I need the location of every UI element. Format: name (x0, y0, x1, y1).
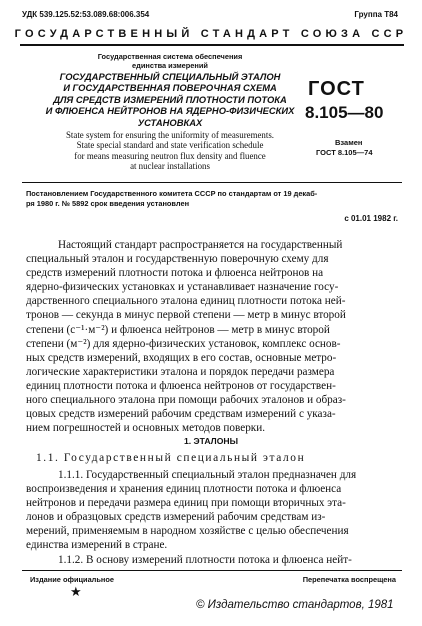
decree-line-1: Постановлением Государственного комитета СССР по стандартам от 19 декаб- (26, 189, 318, 198)
system-line-1: Государственная система обеспечения (97, 52, 243, 61)
gost-number: 8.105—80 (305, 103, 384, 122)
decree-line-2: ря 1980 г. № 5892 срок введения установлен (26, 198, 190, 208)
intro-line: логические характеристики эталона и порядок передачи размера (26, 365, 335, 378)
document-title (24, 71, 316, 128)
intro-paragraph (26, 238, 404, 435)
title-line: ГОСУДАРСТВЕННЫЙ СПЕЦИАЛЬНЫЙ ЭТАЛОН (59, 71, 281, 82)
intro-line: специальный эталон и государственную поверочную схему для (26, 253, 329, 266)
intro-line: степени (м⁻²) для ядерно-физических установок, комплекс основ- (26, 337, 341, 350)
english-line: State special standard and state verification schedule (76, 140, 264, 151)
p111-line: мерений, применяемым в народном хозяйстве с целью обеспечения (26, 525, 349, 538)
star-icon: ★ (70, 584, 82, 599)
footer-rule (22, 570, 402, 571)
replaced-label: Взамен (335, 138, 363, 147)
title-line: И ФЛЮЕНСА НЕЙТРОНОВ НА ЯДЕРНО-ФИЗИЧЕСКИХ (45, 105, 295, 117)
p111-line: 1.1.1. Государственный специальный эталон предназначен для (58, 469, 357, 481)
intro-line: степени (с⁻¹·м⁻²) и флюенса нейтронов — метр в минус второй (26, 323, 330, 336)
udk-code: УДК 539.125.52:53.089.68:006.354 (22, 10, 150, 19)
intro-line: ядерно-физических установках и устанавливает назначение госу- (26, 281, 339, 294)
intro-line: тронов — секунда в минус первой степени — метр в минус второй (26, 309, 346, 322)
intro-line: Настоящий стандарт распространяется на государственный (58, 239, 343, 251)
paragraph-1-1-1 (26, 468, 404, 553)
english-line: at nuclear installations (130, 161, 210, 172)
header-rule (20, 44, 404, 46)
paragraph-1-1-2 (26, 553, 404, 567)
system-name (30, 52, 310, 70)
intro-line: средств измерений плотности потока и флюенса нейтронов на (26, 267, 324, 280)
intro-line: единиц плотности потока и флюенса нейтронов от государствен- (26, 379, 336, 392)
english-line: for means measuring neutron flux density and fluence (74, 150, 266, 161)
gost-label: ГОСТ (308, 78, 365, 100)
p111-line: воспроизведения и хранения единиц плотности потока и флюенса (26, 483, 342, 496)
p111-line: лонов и образцовых средств измерений рабочим средствам из- (26, 511, 326, 524)
intro-line: нием погрешностей и основных методов поверки. (26, 422, 266, 435)
p111-line: нейтронов и передачи размера единиц при помощи вторичных эта- (26, 497, 346, 510)
intro-line: цовых средств измерений рабочим средствам измерений с указа- (26, 408, 336, 421)
copyright: © Издательство стандартов, 1981 (196, 599, 394, 611)
intro-line: ного специального эталона при помощи рабочих эталонов и образ- (26, 394, 346, 407)
reprint-notice: Перепечатка воспрещена (302, 575, 396, 584)
english-line: State system for ensuring the uniformity of measurements. (65, 130, 275, 140)
title-line: ДЛЯ СРЕДСТВ ИЗМЕРЕНИЙ ПЛОТНОСТИ ПОТОКА (53, 93, 287, 105)
intro-line: дарственного специального эталона единиц плотности потока ней- (26, 295, 346, 308)
title-line: УСТАНОВКАХ (137, 116, 203, 128)
group-code: Группа Т84 (354, 10, 398, 19)
system-line-2: единства измерений (132, 61, 208, 70)
subsection-heading: 1.1. Государственный специальный эталон (36, 452, 306, 464)
effective-date: с 01.01 1982 г. (344, 214, 398, 223)
intro-line: ных средств измерений, входящих в его состав, основные метро- (26, 351, 337, 364)
standard-title: ГОСУДАРСТВЕННЫЙ СТАНДАРТ СОЮЗА ССР (14, 28, 408, 40)
title-line: И ГОСУДАРСТВЕННАЯ ПОВЕРОЧНАЯ СХЕМА (63, 82, 277, 94)
decree (26, 189, 406, 208)
title-rule (22, 182, 402, 183)
replaced-value: ГОСТ 8.105—74 (316, 148, 373, 157)
english-title (24, 130, 316, 172)
section-heading: 1. ЭТАЛОНЫ (183, 436, 239, 446)
p112-line: 1.1.2. В основу измерений плотности потока и флюенса нейт- (58, 554, 352, 566)
p111-line: единства измерений в стране. (26, 539, 168, 552)
official-edition: Издание официальное (30, 575, 115, 584)
